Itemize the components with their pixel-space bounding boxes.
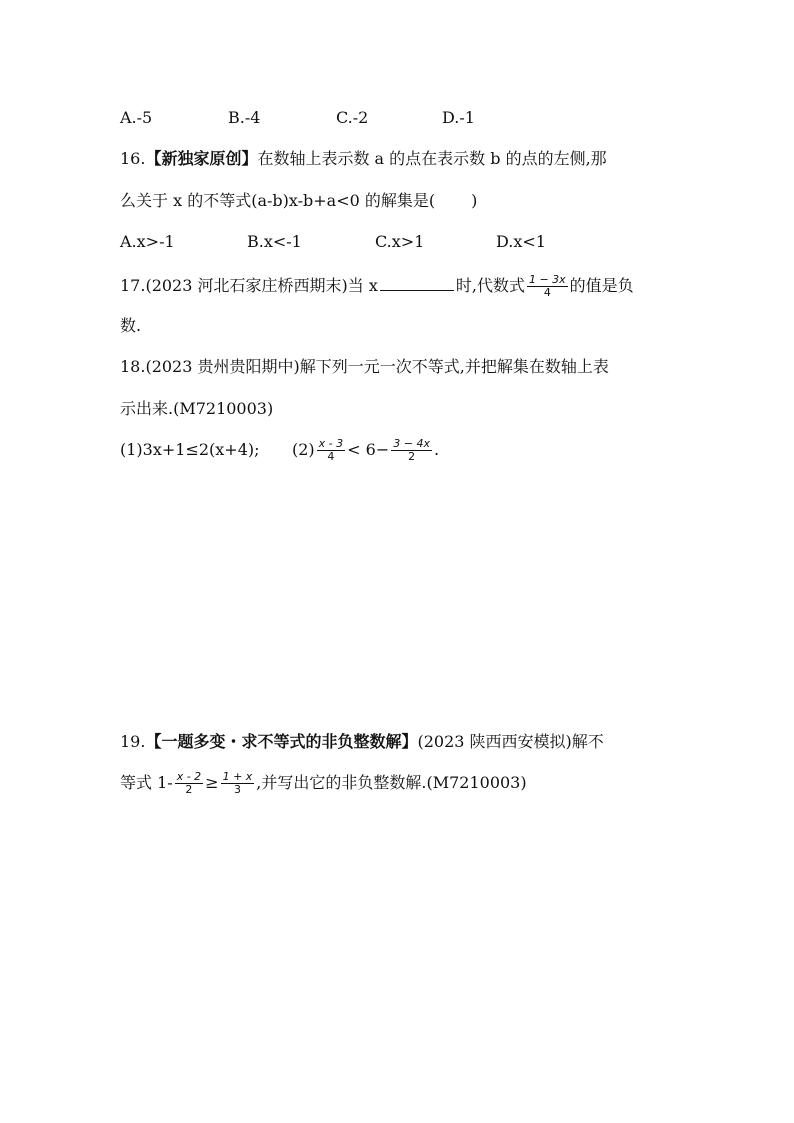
q18-line2 [120, 397, 273, 421]
q19-frac1-den: 2 [185, 783, 193, 796]
q18-frac1-num: x - 3 [318, 437, 344, 450]
q17-text-d: 数. [120, 316, 142, 335]
q18-frac1-den: 4 [327, 450, 335, 463]
q17-answer-blank[interactable] [380, 276, 454, 291]
q19-frac2-num: 1 + x [222, 770, 253, 783]
q17-text-c: 的值是负 [569, 276, 634, 295]
q17-line1 [120, 270, 634, 302]
q19-text2-a: 等式 1- [120, 773, 173, 792]
q18-text1: 18.(2023 贵州贵阳期中)解下列一元一次不等式,并把解集在数轴上表 [120, 357, 609, 376]
option-c: C.-2 [336, 108, 369, 127]
option-b: B.-4 [228, 108, 261, 127]
q17-fraction [527, 274, 568, 299]
q17-frac-den: 4 [543, 286, 551, 299]
q16-option-c: C.x>1 [375, 232, 425, 251]
prev-options-row [120, 106, 475, 130]
q16-options-row [120, 230, 546, 254]
q16-line2 [120, 189, 477, 213]
q18-frac1 [317, 438, 345, 463]
q19-ge: ≥ [205, 773, 219, 792]
q16-close-paren: ) [471, 191, 478, 210]
q18-frac2-num: 3 − 4x [393, 437, 430, 450]
q17-text-a: 17.(2023 河北石家庄桥西期末)当 x [120, 276, 378, 295]
q16-option-a: A.x>-1 [120, 232, 175, 251]
q18-frac2 [391, 438, 432, 463]
q16-text2: 么关于 x 的不等式(a-b)x-b+a<0 的解集是( [120, 191, 436, 210]
q18-end: . [433, 440, 440, 459]
q16-tag: 【新独家原创】 [145, 149, 258, 168]
option-d: D.-1 [442, 108, 475, 127]
q19-number: 19. [120, 732, 146, 751]
q16-option-b: B.x<-1 [247, 232, 302, 251]
q19-line2 [120, 766, 527, 800]
q17-frac-num: 1 − 3x [528, 273, 566, 286]
q16-option-d: D.x<1 [496, 232, 546, 251]
q19-text1: (2023 陕西西安模拟)解不 [417, 732, 604, 751]
q16-number: 16. [120, 149, 146, 168]
q19-frac2 [221, 771, 255, 796]
q18-text2: 示出来.(M7210003) [120, 399, 274, 418]
q19-frac1 [175, 771, 203, 796]
q19-frac2-den: 3 [233, 783, 241, 796]
q18-line3 [120, 433, 439, 467]
q18-part2-label: (2) [292, 440, 315, 459]
option-a: A.-5 [120, 108, 153, 127]
q19-frac1-num: x - 2 [176, 770, 202, 783]
q19-tag: 【一题多变・求不等式的非负整数解】 [145, 732, 418, 751]
q19-text2-b: ,并写出它的非负整数解.(M7210003) [256, 773, 527, 792]
q18-line1 [120, 355, 609, 379]
q19-line1 [120, 730, 604, 754]
q17-line2 [120, 314, 141, 338]
q17-text-b: 时,代数式 [455, 276, 525, 295]
q16-text1: 在数轴上表示数 a 的点在表示数 b 的点的左侧,那 [257, 149, 607, 168]
q16-line1 [120, 147, 607, 171]
q18-part1: (1)3x+1≤2(x+4); [120, 440, 260, 459]
q18-mid: < 6− [347, 440, 390, 459]
q18-frac2-den: 2 [408, 450, 416, 463]
